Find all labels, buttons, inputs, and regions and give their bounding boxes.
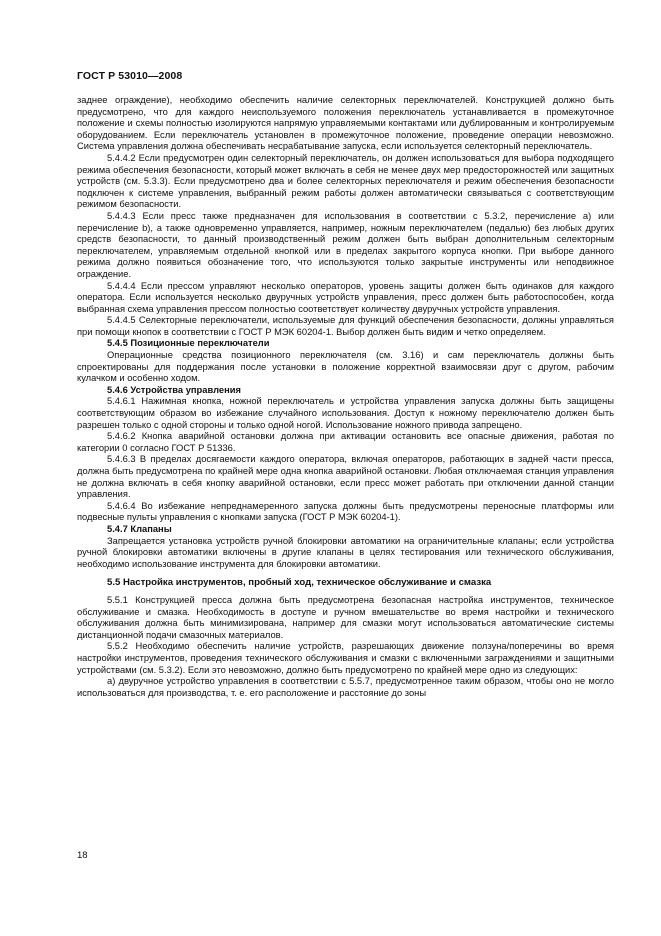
paragraph: 5.4.4.3 Если пресс также предназначен для использования в соответствии с 5.3.2, перечисление а) или перечисление b), а также одновременно управляется, например, ножным переключателем (педалью) без любых других средств безопасности, то данный производственный режим должен быть выбран дополнительным селекторным переключателем, управляемым отдельной кнопкой или в пределах закрытого корпуса кнопки. При выборе данного режима должно появиться обозначение того, что используются только закрытые инструменты или неподвижное ограждение. xyxy=(77,210,614,279)
document-body xyxy=(77,95,614,699)
section-heading: 5.4.6 Устройства управления xyxy=(107,384,241,395)
paragraph: Запрещается установка устройств ручной блокировки автоматики на ограничительные клапаны; если устройства ручной блокировки автоматики включены в другие клапаны в целях тестирования или технического обслуживания, необходимо использование инструмента для блокировки автоматики. xyxy=(77,535,614,569)
paragraph: Операционные средства позиционного переключателя (см. 3.16) и сам переключатель должны быть спроектированы для поддержания после установки в положение корректной взаимосвязи друг с другом, рабочим кулачком и особенно ходом. xyxy=(77,350,614,384)
paragraph: а) двуручное устройство управления в соответствии с 5.5.7, предусмотренное таким образом, чтобы оно не могло использоваться для производства, т. е. его расположение и расстояние до зоны xyxy=(77,676,614,698)
paragraph: 5.4.4.2 Если предусмотрен один селекторный переключатель, он должен использоваться для выбора подходящего режима обеспечения безопасности, который может включать в себя не менее двух мер предосторожностей или защитных устройств (см. 5.3.3). Если предусмотрено два и более селекторных переключателя и режим обеспечения безопасности подключен к системе управления, выбранный режим работы должен автоматически связываться с соответствующим режимом безопасности. xyxy=(77,152,614,210)
paragraph: 5.4.6.1 Нажимная кнопка, ножной переключатель и устройства управления запуска должны быть защищены соответствующим образом во избежание случайного использования. Доступ к ножному переключателю должен быть разрешен только с одной стороны и только одной ногой. Использование ножного привода запрещено. xyxy=(77,396,614,430)
paragraph: 5.4.6.4 Во избежание непреднамеренного запуска должны быть предусмотрены переносные платформы или подвесные пульты управления с кнопками запуска (ГОСТ Р МЭК 60204-1). xyxy=(77,500,614,523)
paragraph: 5.4.6.3 В пределах досягаемости каждого оператора, включая операторов, работающих в задней части пресса, должна быть предусмотрена по крайней мере одна кнопка аварийной остановки. Любая отключаемая станция управления не должна включать в себя кнопку аварийной остановки, если пресс может работать при отключении данной станции управления. xyxy=(77,454,614,500)
page-number: 18 xyxy=(77,850,88,861)
section-heading: 5.4.5 Позиционные переключатели xyxy=(107,338,270,349)
paragraph: 5.4.6.2 Кнопка аварийной остановки должна при активации остановить все опасные движения, работая по категории 0 согласно ГОСТ Р 51336. xyxy=(77,431,614,453)
section-heading: 5.4.7 Клапаны xyxy=(107,523,172,534)
section-heading: 5.5 Настройка инструментов, пробный ход, техническое обслуживание и смазка xyxy=(107,577,492,589)
paragraph: 5.5.2 Необходимо обеспечить наличие устройств, разрешающих движение ползуна/поперечины во время настройки инструментов, проведения технического обслуживания и смазки с включенными заграждениями и защитными устройствами (см. 5.3.2). Если это невозможно, должно быть предусмотрено по крайней мере одно из следующих: xyxy=(77,641,614,675)
paragraph: 5.4.4.5 Селекторные переключатели, используемые для функций обеспечения безопасности, должны управляться при помощи кнопок в соответствии с ГОСТ Р МЭК 60204-1. Выбор должен быть видим и четко определяем. xyxy=(77,315,614,337)
paragraph: 5.4.4.4 Если прессом управляют несколько операторов, уровень защиты должен быть одинаков для каждого оператора. Если используется несколько двуручных устройств управления, пресс должен быть работоспособен, когда выбранная схема управления прессом полностью соответствует количеству двуручных устройств управления. xyxy=(77,280,614,314)
document-header: ГОСТ Р 53010—2008 xyxy=(77,70,183,82)
paragraph: заднее ограждение), необходимо обеспечить наличие селекторных переключателей. Конструкцией должно быть предусмотрено, что для каждого неиспользуемого положения переключатель устанавливается в промежуточное положение и схемы полностью изолируются напрямую управляемыми контактами или дублированным и контролируемым оборудованием. Если переключатель установлен в промежуточное положение, проведение операции невозможно. Система управления должна обеспечивать несрабатывание запуска, если используется селекторный переключатель. xyxy=(77,95,614,152)
paragraph: 5.5.1 Конструкцией пресса должна быть предусмотрена безопасная настройка инструментов, техническое обслуживание и смазка. Необходимость в доступе и ручном вмешательстве во время настройки и технического обслуживания должна быть минимизирована, например для смазки могут использоваться автоматические системы дистанционной подачи смазочных материалов. xyxy=(77,594,614,640)
